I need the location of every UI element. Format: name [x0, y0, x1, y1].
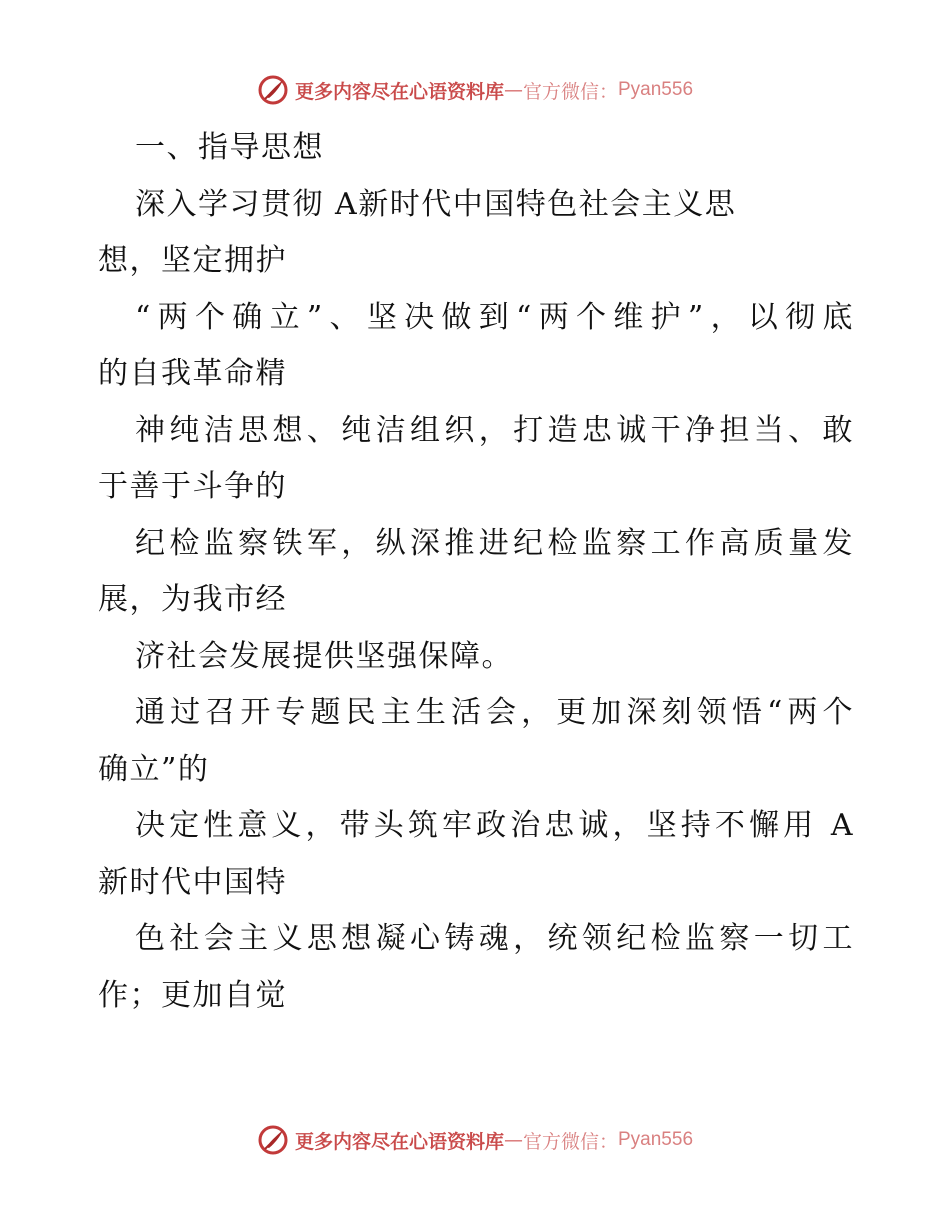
quill-logo-icon [257, 74, 289, 106]
banner-wechat-id: Pyan556 [618, 79, 694, 100]
text-line: 新时代中国特 [98, 864, 287, 900]
text-line: 的自我革命精 [98, 356, 287, 391]
text-line: 于善于斗争的 [98, 469, 287, 504]
banner-wechat-label: 官方微信： [522, 1130, 618, 1153]
text-line: 济社会发展提供坚强保障。 [135, 638, 513, 674]
banner-wechat-label: 官方微信： [522, 80, 618, 103]
header-banner [0, 70, 950, 110]
banner-separator: — [503, 79, 523, 101]
text-line: 深入学习贯彻 A新时代中国特色社会主义思 [135, 186, 737, 222]
banner-slogan: 更多内容尽在心语资料库 [294, 1130, 504, 1153]
section-heading: 一、指导思想 [135, 130, 324, 165]
text-line: 色社会主义思想凝心铸魂，统领纪检监察一切工 [135, 921, 854, 956]
text-line: 作；更加自觉 [98, 977, 287, 1013]
banner-slogan: 更多内容尽在心语资料库 [294, 80, 504, 103]
footer-banner [0, 1120, 950, 1160]
document-body [98, 120, 854, 1024]
text-line: 想，坚定拥护 [98, 243, 287, 278]
banner-separator: — [503, 1129, 523, 1151]
quill-logo-icon [257, 1124, 289, 1156]
text-line: 决定性意义，带头筑牢政治忠诚，坚持不懈用 A [135, 808, 854, 843]
text-line: 神纯洁思想、纯洁组织，打造忠诚干净担当、敢 [135, 412, 854, 448]
text-line: 纪检监察铁军，纵深推进纪检监察工作高质量发 [135, 525, 854, 561]
text-line: 展，为我市经 [98, 582, 287, 617]
banner-wechat-id: Pyan556 [618, 1129, 694, 1150]
text-line: 通过召开专题民主生活会，更加深刻领悟“两个 [135, 695, 854, 730]
text-line: “两个确立”、坚决做到“两个维护”，以彻底 [135, 299, 854, 335]
text-line: 确立”的 [98, 751, 210, 787]
